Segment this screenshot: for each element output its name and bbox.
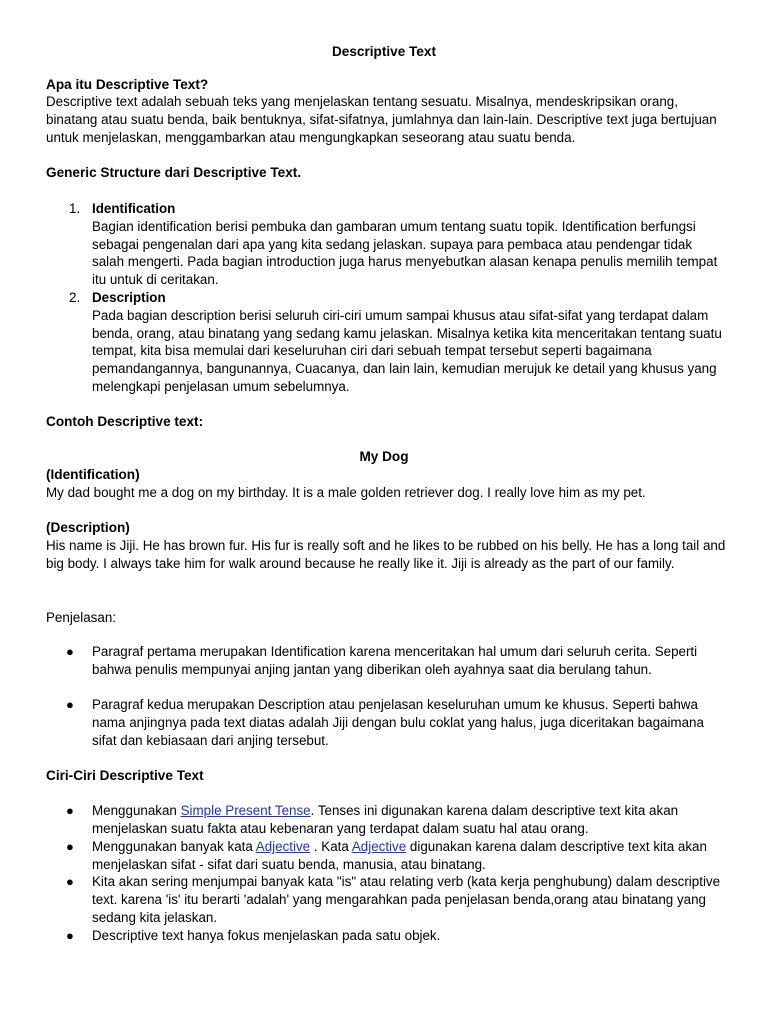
bullet-icon: ● <box>66 839 74 854</box>
description-paragraph: His name is Jiji. He has brown fur. His fur is really soft and he likes to be rubbed on his belly. He has a long tail and big body. I always take him for walk around because he really like it. Jiji is already as the part of our family. <box>46 538 726 571</box>
structure-item-text: Bagian identification berisi pembuka dan gambaran umum tentang suatu topik. Identification berfungsi sebagai pengenalan dari apa yang kita sedang jelaskan. supaya para pembaca atau pendengar tidak salah mengerti. Pada bagian introduction juga harus menyebutkan alasan kenapa penulis memilih tempat itu untuk di ceritakan. <box>92 218 718 288</box>
simple-present-tense-link[interactable]: Simple Present Tense <box>180 803 311 818</box>
feature-item: ● Kita akan sering menjumpai banyak kata "is" atau relating verb (kata kerja penghubung) dalam descriptive text. karena 'is' itu berarti 'adalah' yang mengarahkan pada penjelasan benda,orang atau binatang yang sedang kita jelaskan. <box>66 874 721 925</box>
list-item-description <box>46 289 726 396</box>
identification-paragraph: My dad bought me a dog on my birthday. It is a male golden retriever dog. I really love him as my pet. <box>46 485 646 500</box>
adjective-link[interactable]: Adjective <box>351 839 407 854</box>
bullet-icon: ● <box>66 928 74 943</box>
adjective-link[interactable]: Adjective <box>255 839 311 854</box>
explanation-label: Penjelasan: <box>46 610 116 625</box>
bullet-icon: ● <box>66 644 74 659</box>
description-label: (Description) <box>46 520 130 535</box>
explanation-item: ● Paragraf pertama merupakan Identification karena menceritakan hal umum dari seluruh cerita. Seperti bahwa penulis mempunyai anjing jantan yang diberikan oleh ayahnya saat dia berulang tahun. <box>66 644 698 677</box>
bullet-icon: ● <box>66 803 74 818</box>
list-item-identification <box>46 200 726 289</box>
feature-item: ● Menggunakan Simple Present Tense. Tenses ini digunakan karena dalam descriptive text kita akan menjelaskan suatu fakta atau kebenaran yang terdapat dalam suatu hal atau orang. <box>66 803 679 836</box>
example-heading: Contoh Descriptive text: <box>46 414 204 429</box>
structure-item-title: Identification <box>92 201 176 216</box>
intro-heading: Apa itu Descriptive Text? <box>46 77 209 92</box>
bullet-icon: ● <box>66 874 74 889</box>
list-number: 1. <box>69 201 81 216</box>
structure-heading: Generic Structure dari Descriptive Text. <box>46 165 302 180</box>
features-heading: Ciri-Ciri Descriptive Text <box>46 768 204 783</box>
story-title: My Dog <box>359 449 409 464</box>
explanation-item: ● Paragraf kedua merupakan Description atau penjelasan keseluruhan umum ke khusus. Seperti bahwa nama anjingnya pada text diatas adalah Jiji dengan bulu coklat yang halus, juga diceritakan bagaimana sifat dan kebiasaan dari anjing tersebut. <box>66 697 704 748</box>
intro-paragraph: Descriptive text adalah sebuah teks yang menjelaskan tentang sesuatu. Misalnya, mendeskripsikan orang, binatang atau suatu benda, baik bentuknya, sifat-sifatnya, jumlahnya dan lain-lain. Descriptive text juga bertujuan untuk menjelaskan, menggambarkan atau mengungkapkan seseorang atau suatu benda. <box>46 94 717 145</box>
structure-item-title: Description <box>92 290 166 305</box>
feature-item: ● Descriptive text hanya fokus menjelaskan pada satu objek. <box>66 928 441 943</box>
document-title: Descriptive Text <box>331 44 436 59</box>
identification-label: (Identification) <box>46 467 140 482</box>
structure-item-text: Pada bagian description berisi seluruh ciri-ciri umum sampai khusus atau sifat-sifat yang terdapat dalam benda, orang, atau binatang yang sedang kamu jelaskan. Misalnya ketika kita menceritakan tentang suatu tempat, kita bisa memulai dari keseluruhan ciri dari sebuah tempat tersebut seperti bagaimana pemandangannya, bangunannya, Cuacanya, dan lain lain, kemudian merujuk ke detail yang khusus yang melengkapi penjelasan umum sebelumnya. <box>92 307 722 394</box>
bullet-icon: ● <box>66 697 74 712</box>
list-number: 2. <box>69 290 81 305</box>
feature-item: ● Menggunakan banyak kata Adjective . Kata Adjective digunakan karena dalam descriptive text kita akan menjelaskan sifat - sifat dari suatu benda, manusia, atau binatang. <box>66 839 707 872</box>
